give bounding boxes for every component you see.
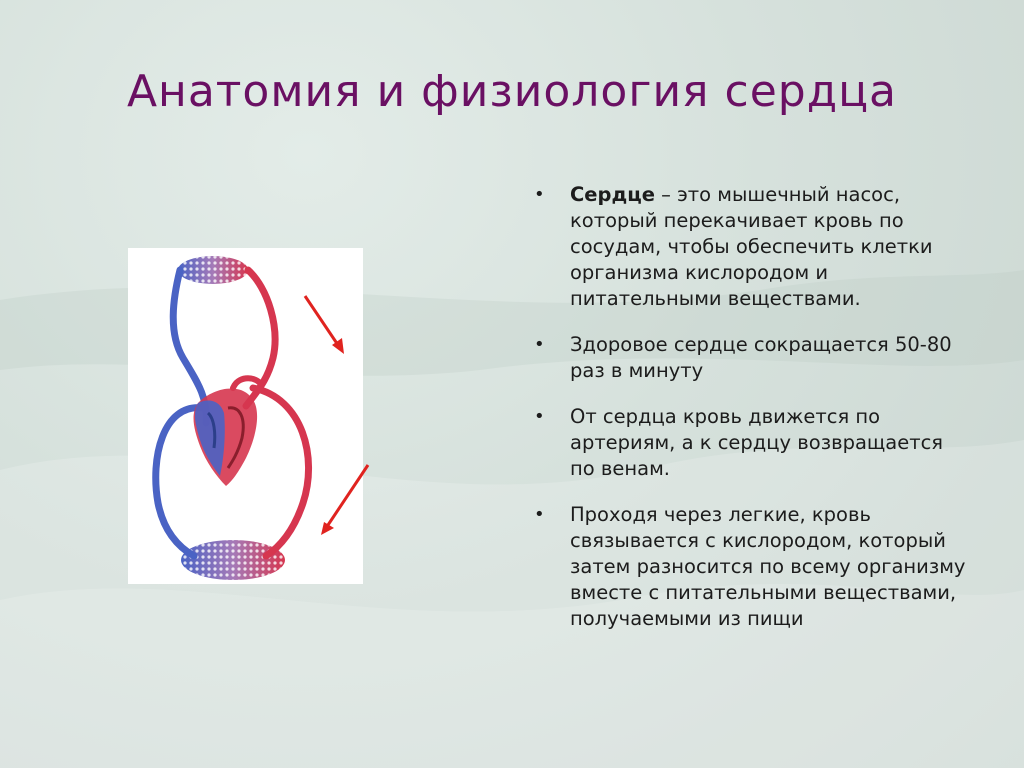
bullet-item xyxy=(530,502,970,632)
bullet-item xyxy=(530,182,970,312)
slide-title: Анатомия и физиология сердца xyxy=(126,66,898,117)
bullet-item xyxy=(530,332,970,384)
bullet-text: – это мышечный насос, который перекачивает кровь по сосудам, чтобы обеспечить клетки организма кислородом и питательными веществами. xyxy=(570,183,933,310)
bullet-item xyxy=(530,404,970,482)
bullet-list xyxy=(530,182,970,652)
circulatory-system-icon xyxy=(128,248,363,584)
bullet-icon: • xyxy=(534,184,545,205)
bullet-text: Проходя через легкие, кровь связывается с кислородом, который затем разносится по всему организму вместе с питательными веществами, получаемыми из пищи xyxy=(570,503,966,630)
bullet-text: От сердца кровь движется по артериям, а к сердцу возвращается по венам. xyxy=(570,405,944,480)
bullet-text: Здоровое сердце сокращается 50-80 раз в минуту xyxy=(570,333,952,382)
bullet-bold-term: Сердце xyxy=(570,183,655,206)
bullet-icon: • xyxy=(534,504,545,525)
bullet-icon: • xyxy=(534,406,545,427)
circulatory-diagram xyxy=(128,248,363,584)
bullet-icon: • xyxy=(534,334,545,355)
